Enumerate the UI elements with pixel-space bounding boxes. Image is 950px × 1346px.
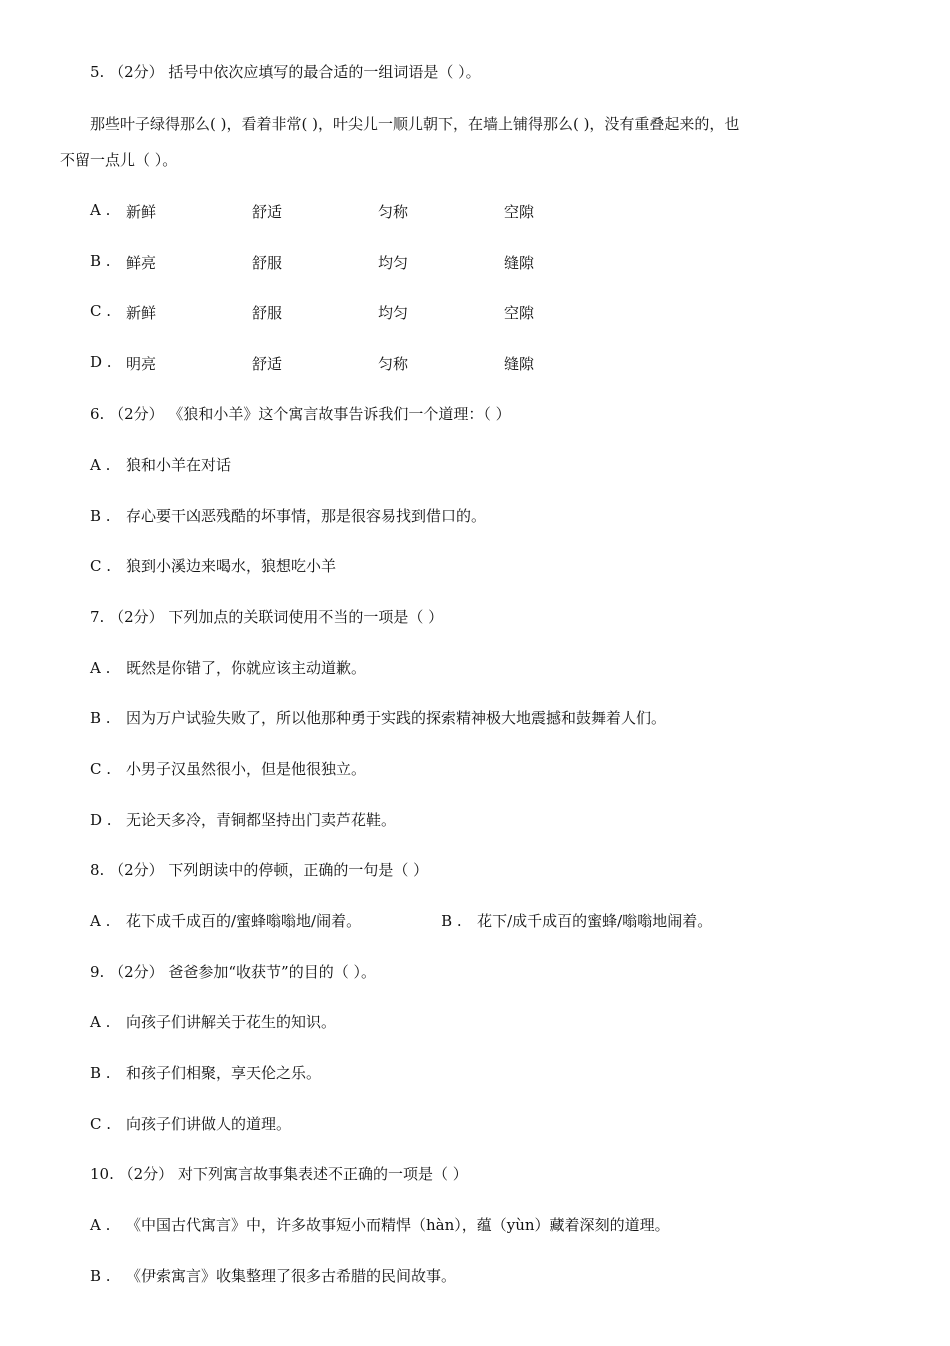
option-letter: D . [90, 353, 112, 371]
question-9-option-b[interactable] [90, 1063, 321, 1083]
option-word: 匀称 [378, 355, 409, 373]
option-text: 和孩子们相聚，享天伦之乐。 [126, 1064, 322, 1082]
option-text: 花下成千成百的/蜜蜂嗡嗡地/闹着。 [126, 912, 362, 930]
option-text: 狼和小羊在对话 [126, 456, 232, 474]
option-text: 因为万户试验失败了，所以他那种勇于实践的探索精神极大地震撼和鼓舞着人们。 [126, 709, 667, 727]
option-letter: A . [90, 1013, 111, 1031]
option-text: 无论天多冷，青铜都坚持出门卖芦花鞋。 [126, 811, 397, 829]
option-text: 存心要干凶恶残酷的坏事情，那是很容易找到借口的。 [126, 507, 487, 525]
option-word: 舒服 [252, 304, 283, 322]
question-8-heading: 8. （2分） 下列朗读中的停顿，正确的一句是（ ） [90, 861, 429, 879]
option-word: 缝隙 [504, 254, 535, 272]
question-10-option-a[interactable] [90, 1215, 670, 1235]
option-letter: B . [90, 507, 111, 525]
option-letter: B . [441, 912, 462, 930]
option-text: 花下/成千成百的蜜蜂/嗡嗡地闹着。 [477, 912, 713, 930]
option-text: 小男子汉虽然很小，但是他很独立。 [126, 760, 367, 778]
question-9-option-c[interactable] [90, 1114, 291, 1134]
question-8-option-a[interactable] [90, 912, 361, 930]
option-word: 新鲜 [126, 304, 157, 322]
option-text: 向孩子们讲解关于花生的知识。 [126, 1013, 337, 1031]
option-letter: C . [90, 557, 112, 575]
question-6-option-a[interactable] [90, 455, 231, 475]
question-6-heading: 6. （2分） 《狼和小羊》这个寓言故事告诉我们一个道理：（ ） [90, 405, 511, 423]
option-letter: A . [90, 912, 111, 930]
option-letter: A . [90, 1216, 111, 1234]
question-8-options [90, 911, 712, 931]
option-letter: D . [90, 811, 112, 829]
option-word: 空隙 [504, 304, 535, 322]
option-letter: C . [90, 760, 112, 778]
option-word: 舒服 [252, 254, 283, 272]
option-word: 均匀 [378, 254, 409, 272]
question-7-option-c[interactable] [90, 759, 366, 779]
option-letter: A . [90, 659, 111, 677]
option-word: 新鲜 [126, 203, 157, 221]
question-5-passage [60, 114, 900, 170]
question-6-option-c[interactable] [90, 556, 336, 576]
question-10-option-b[interactable] [90, 1266, 456, 1286]
option-text: 既然是你错了，你就应该主动道歉。 [126, 659, 367, 677]
question-7-option-a[interactable] [90, 658, 366, 678]
option-word: 舒适 [252, 203, 283, 221]
question-8-option-b[interactable] [441, 912, 712, 930]
question-9-option-a[interactable] [90, 1012, 336, 1032]
question-10-number: 10. （2分） [90, 1165, 178, 1183]
question-6-option-b[interactable] [90, 506, 486, 526]
option-text: 《伊索寓言》收集整理了很多古希腊的民间故事。 [126, 1267, 457, 1285]
option-letter: B . [90, 709, 111, 727]
option-letter: A . [90, 456, 111, 474]
option-word: 舒适 [252, 355, 283, 373]
passage-line-1: 那些叶子绿得那么( )，看着非常( )，叶尖儿一顺儿朝下，在墙上铺得那么( )，没有重叠起来的，也 [90, 115, 740, 133]
question-7-heading: 7. （2分） 下列加点的关联词使用不当的一项是（ ） [90, 608, 444, 626]
option-letter: C . [90, 1115, 112, 1133]
passage-line-2: 不留一点儿（ ）。 [60, 151, 178, 169]
question-10-heading [90, 1164, 468, 1184]
question-5-option-b[interactable] [90, 252, 790, 272]
question-5-option-c[interactable] [90, 302, 790, 322]
option-letter: C . [90, 302, 112, 320]
option-text: 狼到小溪边来喝水，狼想吃小羊 [126, 557, 337, 575]
option-text: 《中国古代寓言》中，许多故事短小而精悍（hàn），蕴（yùn）藏着深刻的道理。 [126, 1216, 670, 1234]
question-5-option-d[interactable] [90, 353, 790, 373]
question-7-option-d[interactable] [90, 810, 396, 830]
option-letter: A . [90, 201, 111, 219]
option-letter: B . [90, 1267, 111, 1285]
question-5-heading: 5. （2分） 括号中依次应填写的最合适的一组词语是（ ）。 [90, 63, 481, 81]
option-word: 匀称 [378, 203, 409, 221]
option-word: 均匀 [378, 304, 409, 322]
option-letter: B . [90, 1064, 111, 1082]
option-text: 向孩子们讲做人的道理。 [126, 1115, 292, 1133]
option-word: 鲜亮 [126, 254, 157, 272]
question-10-stem: 对下列寓言故事集表述不正确的一项是（ ） [177, 1165, 468, 1183]
option-word: 明亮 [126, 355, 157, 373]
option-word: 缝隙 [504, 355, 535, 373]
question-7-option-b[interactable] [90, 708, 666, 728]
question-5-option-a[interactable] [90, 201, 790, 221]
option-word: 空隙 [504, 203, 535, 221]
question-9-heading: 9. （2分） 爸爸参加“收获节”的目的（ ）。 [90, 963, 376, 981]
option-letter: B . [90, 252, 111, 270]
